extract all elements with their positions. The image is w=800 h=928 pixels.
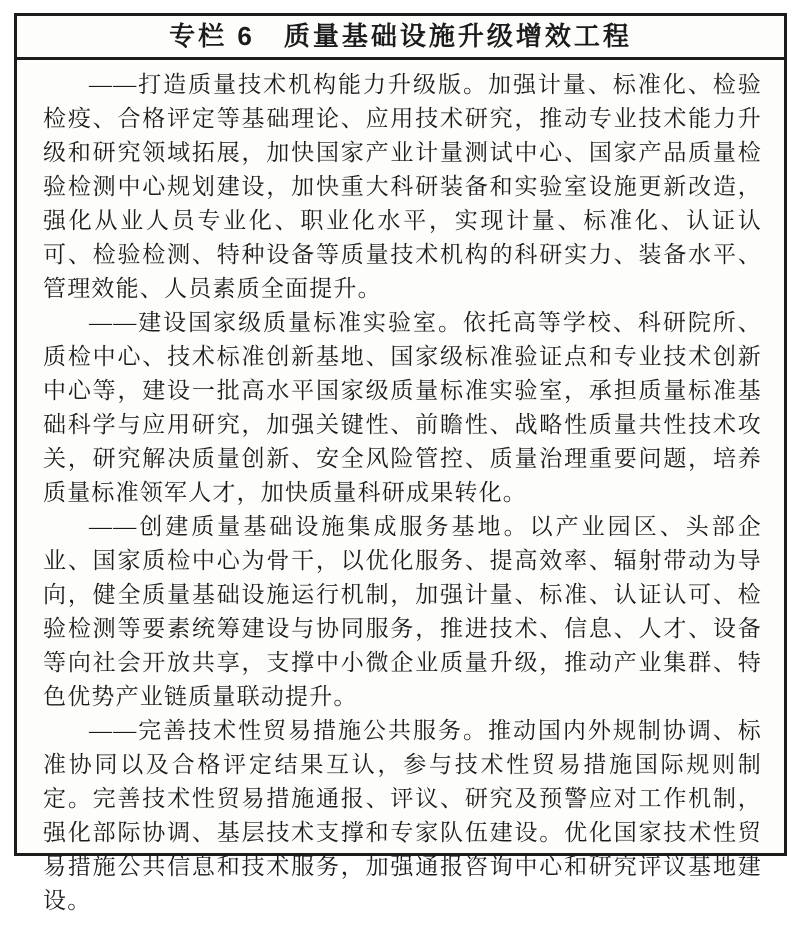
panel-title: 专栏 6 质量基础设施升级增效工程 bbox=[17, 16, 784, 60]
panel-body bbox=[17, 60, 784, 928]
paragraph-4: ——完善技术性贸易措施公共服务。推动国内外规制协调、标准协同以及合格评定结果互认，参与技术性贸易措施国际规则制定。完善技术性贸易措施通报、评议、研究及预警应对工作机制，强化部际协调、基层技术支撑和专家队伍建设。优化国家技术性贸易措施公共信息和技术服务，加强通报咨询中心和研究评议基地建设。 bbox=[43, 718, 762, 913]
paragraph-1: ——打造质量技术机构能力升级版。加强计量、标准化、检验检疫、合格评定等基础理论、应用技术研究，推动专业技术能力升级和研究领域拓展，加快国家产业计量测试中心、国家产品质量检验检测中心规划建设，加快重大科研装备和实验室设施更新改造，强化从业人员专业化、职业化水平，实现计量、标准化、认证认可、检验检测、特种设备等质量技术机构的科研实力、装备水平、管理效能、人员素质全面提升。 bbox=[43, 72, 762, 301]
paragraph-2: ——建设国家级质量标准实验室。依托高等学校、科研院所、质检中心、技术标准创新基地、国家级标准验证点和专业技术创新中心等，建设一批高水平国家级质量标准实验室，承担质量标准基础科学与应用研究，加强关键性、前瞻性、战略性质量共性技术攻关，研究解决质量创新、安全风险管控、质量治理重要问题，培养质量标准领军人才，加快质量科研成果转化。 bbox=[43, 310, 762, 505]
panel-box bbox=[14, 13, 787, 913]
paragraph-3: ——创建质量基础设施集成服务基地。以产业园区、头部企业、国家质检中心为骨干，以优化服务、提高效率、辐射带动为导向，健全质量基础设施运行机制，加强计量、标准、认证认可、检验检测等要素统筹建设与协同服务，推进技术、信息、人才、设备等向社会开放共享，支撑中小微企业质量升级，推动产业集群、特色优势产业链质量联动提升。 bbox=[43, 514, 762, 709]
